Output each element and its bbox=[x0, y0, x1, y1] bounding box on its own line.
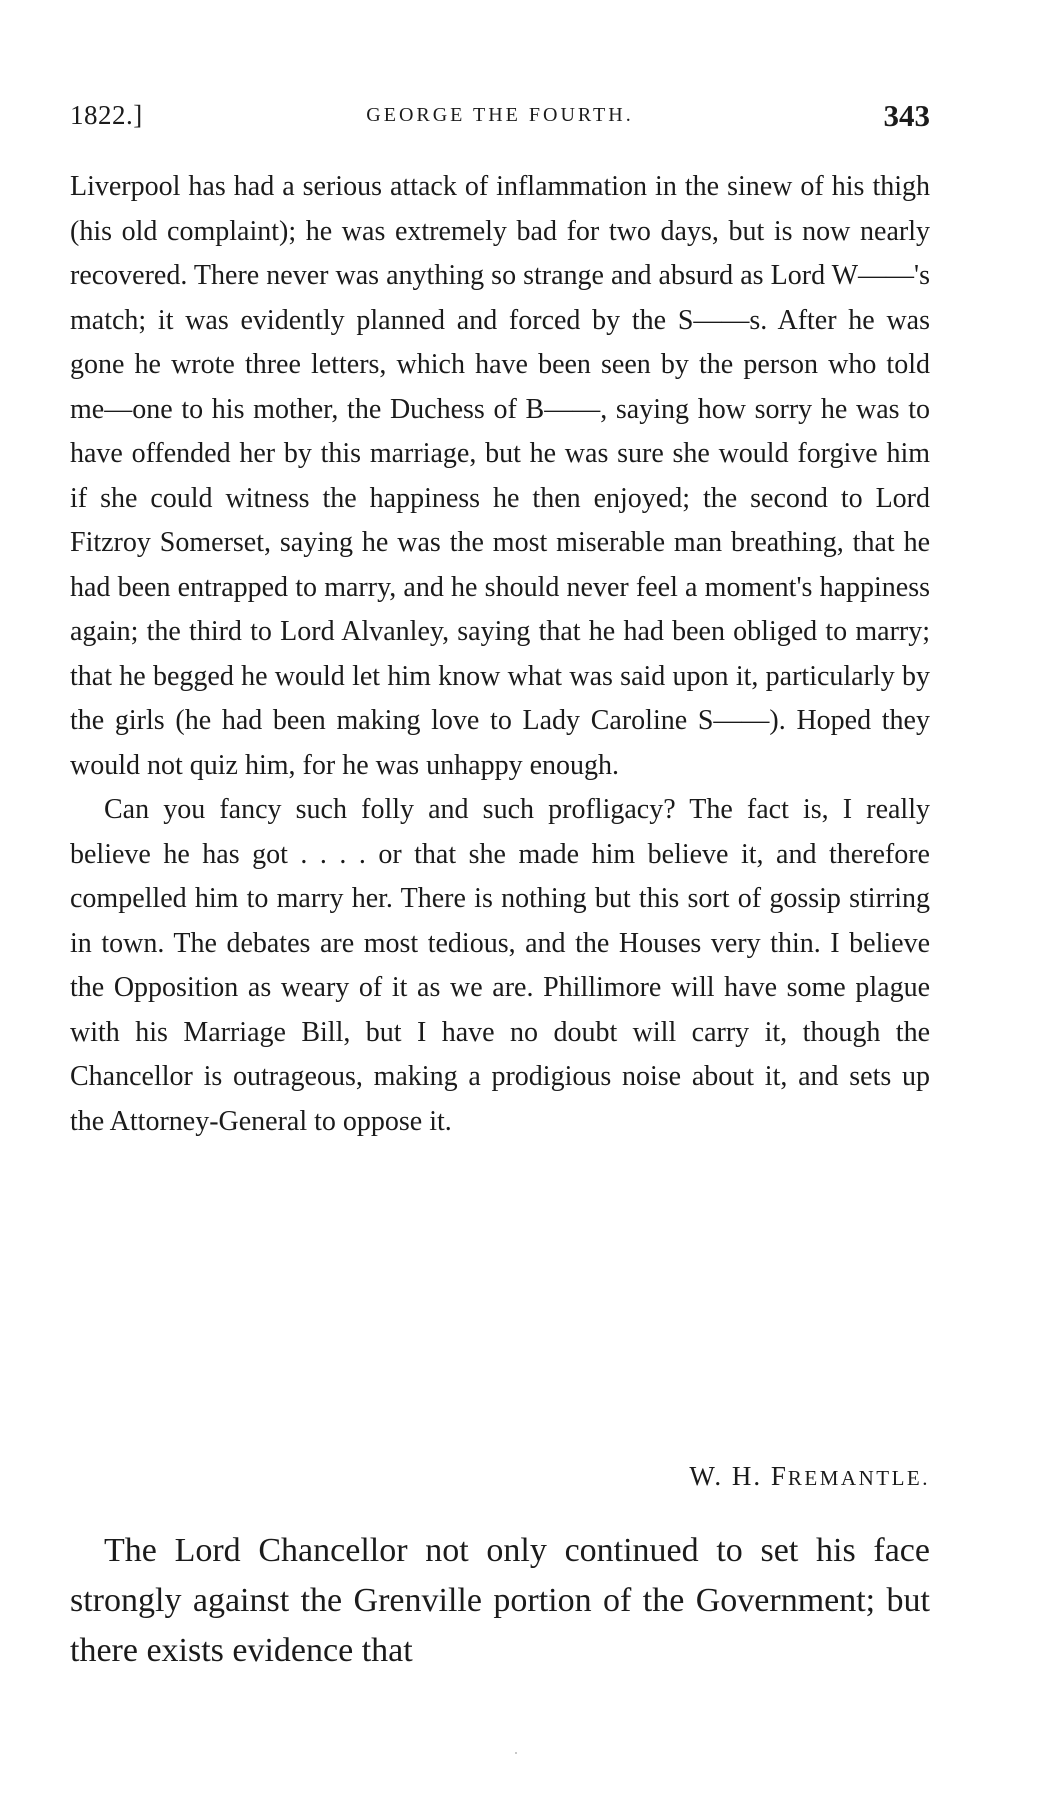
signature-initials: W. H. F bbox=[689, 1461, 788, 1491]
narrative-text bbox=[70, 1526, 930, 1676]
header-title: GEORGE THE FOURTH. bbox=[366, 104, 634, 126]
narrative-paragraph: The Lord Chancellor not only continued to set his face strongly against the Grenville portion of the Government; but there exists evidence that bbox=[70, 1532, 930, 1669]
letter-signature bbox=[70, 1456, 930, 1498]
letter-paragraph-2: Can you fancy such folly and such profligacy? The fact is, I really believe he has got . . . . or that she made him believe it, and therefore compelled him to marry her. There is nothing but this sort of gossip stirring in town. The debates are most tedious, and the Houses very thin. I believe the Opposition as weary of it as we are. Phillimore will have some plague with his Marriage Bill, but I have no doubt will carry it, though the Chancellor is outrageous, making a prodigious noise about it, and sets up the Attorney-General to oppose it. bbox=[70, 794, 930, 1137]
page-speck-decoration bbox=[515, 1752, 517, 1754]
running-header bbox=[70, 100, 930, 140]
letter-paragraph-1: Liverpool has had a serious attack of inflammation in the sinew of his thigh (his old complaint); he was extremely bad for two days, but is now nearly recovered. There never was anything so strange and absurd as Lord W——'s match; it was evidently planned and forced by the S——s. After he was gone he wrote three letters, which have been seen by the person who told me—one to his mother, the Duchess of B——, saying how sorry he was to have offended her by this marriage, but he was sure she would forgive him if she could witness the happiness he then enjoyed; the second to Lord Fitzroy Somerset, saying he was the most miserable man breathing, that he had been entrapped to marry, and he should never feel a moment's happiness again; the third to Lord Alvanley, saying that he had been obliged to marry; that he begged he would let him know what was said upon it, particularly by the girls (he had been making love to Lady Caroline S——). Hoped they would not quiz him, for he was unhappy enough. bbox=[70, 171, 930, 781]
signature-surname: REMANTLE. bbox=[787, 1466, 930, 1490]
header-year: 1822.] bbox=[70, 100, 143, 130]
letter-body bbox=[70, 165, 930, 1144]
page-number: 343 bbox=[883, 98, 930, 133]
